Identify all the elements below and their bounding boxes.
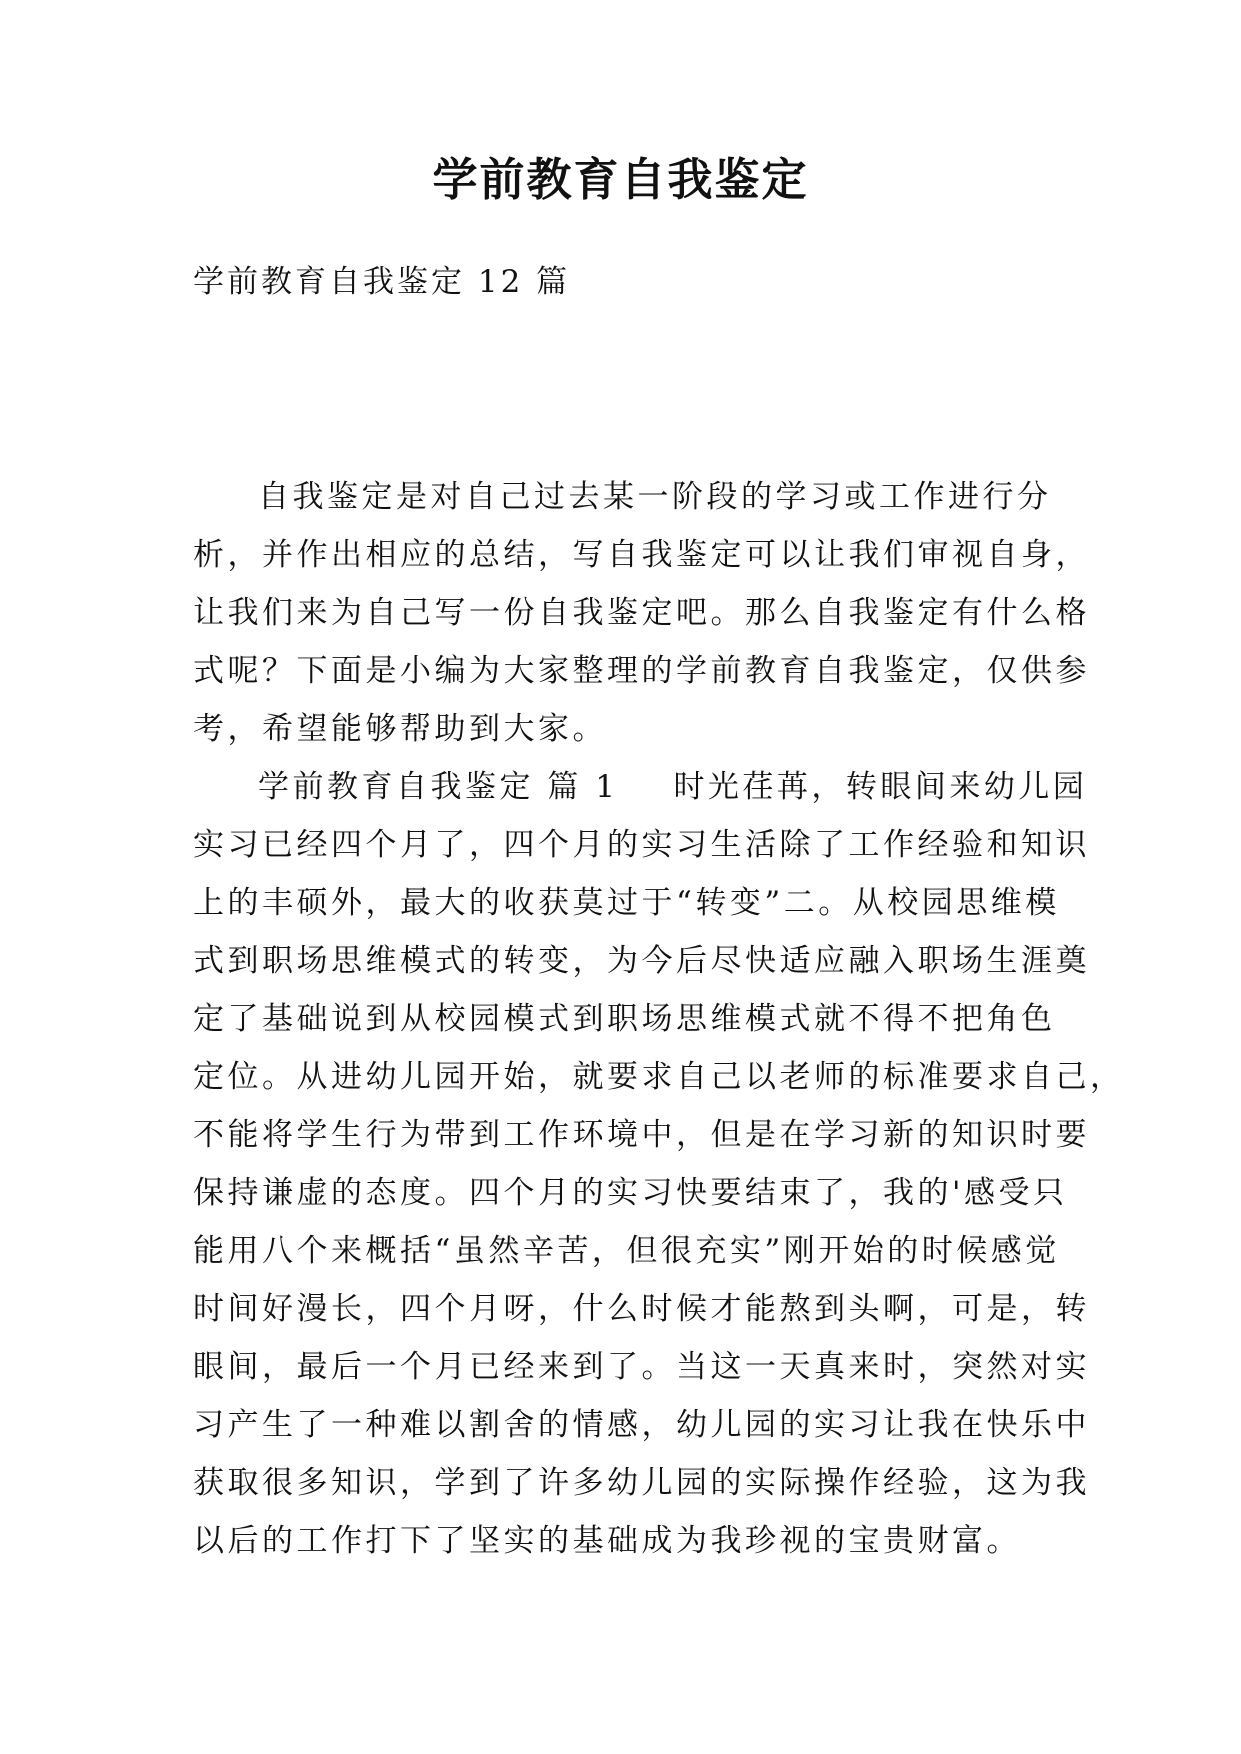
section-1-line: 以后的工作打下了坚实的基础成为我珍视的宝贵财富。	[193, 1523, 1021, 1559]
section-1-line: 定位。从进幼儿园开始，就要求自己以老师的标准要求自己，	[193, 1059, 1125, 1095]
intro-line: 自我鉴定是对自己过去某一阶段的学习或工作进行分	[258, 479, 1052, 515]
section-1-line: 眼间，最后一个月已经来到了。当这一天真来时，突然对实	[193, 1349, 1090, 1385]
section-1-line: 式到职场思维模式的转变，为今后尽快适应融入职场生涯奠	[193, 943, 1090, 979]
document-subtitle: 学前教育自我鉴定 12 篇	[193, 264, 571, 300]
section-1-line: 习产生了一种难以割舍的情感，幼儿园的实习让我在快乐中	[193, 1407, 1090, 1443]
document-title: 学前教育自我鉴定	[432, 153, 809, 206]
intro-line: 考，希望能够帮助到大家。	[193, 711, 607, 747]
intro-line: 让我们来为自己写一份自我鉴定吧。那么自我鉴定有什么格	[193, 595, 1090, 631]
section-1-line: 上的丰硕外，最大的收获莫过于“转变”二。从校园思维模	[193, 885, 1060, 921]
section-1-first-text: 时光荏苒，转眼间来幼儿园	[673, 769, 1088, 805]
document-body	[193, 468, 1125, 1570]
section-1-line: 不能将学生行为带到工作环境中，但是在学习新的知识时要	[193, 1117, 1090, 1153]
intro-line: 式呢？下面是小编为大家整理的学前教育自我鉴定，仅供参	[193, 653, 1090, 689]
section-1-line: 保持谦虚的态度。四个月的实习快要结束了，我的'感受只	[193, 1175, 1068, 1211]
section-1-line: 定了基础说到从校园模式到职场思维模式就不得不把角色	[193, 1001, 1056, 1037]
section-1-line: 能用八个来概括“虽然辛苦，但很充实”刚开始的时候感觉	[193, 1233, 1060, 1269]
section-1-line: 获取很多知识，学到了许多幼儿园的实际操作经验，这为我	[193, 1465, 1090, 1501]
section-1-line: 时间好漫长，四个月呀，什么时候才能熬到头啊，可是，转	[193, 1291, 1090, 1327]
section-1-first-line	[193, 758, 1088, 816]
section-1-heading: 学前教育自我鉴定 篇 1	[258, 769, 619, 805]
intro-line: 析，并作出相应的总结，写自我鉴定可以让我们审视自身，	[193, 537, 1090, 573]
section-1-line: 实习已经四个月了，四个月的实习生活除了工作经验和知识	[193, 827, 1090, 863]
